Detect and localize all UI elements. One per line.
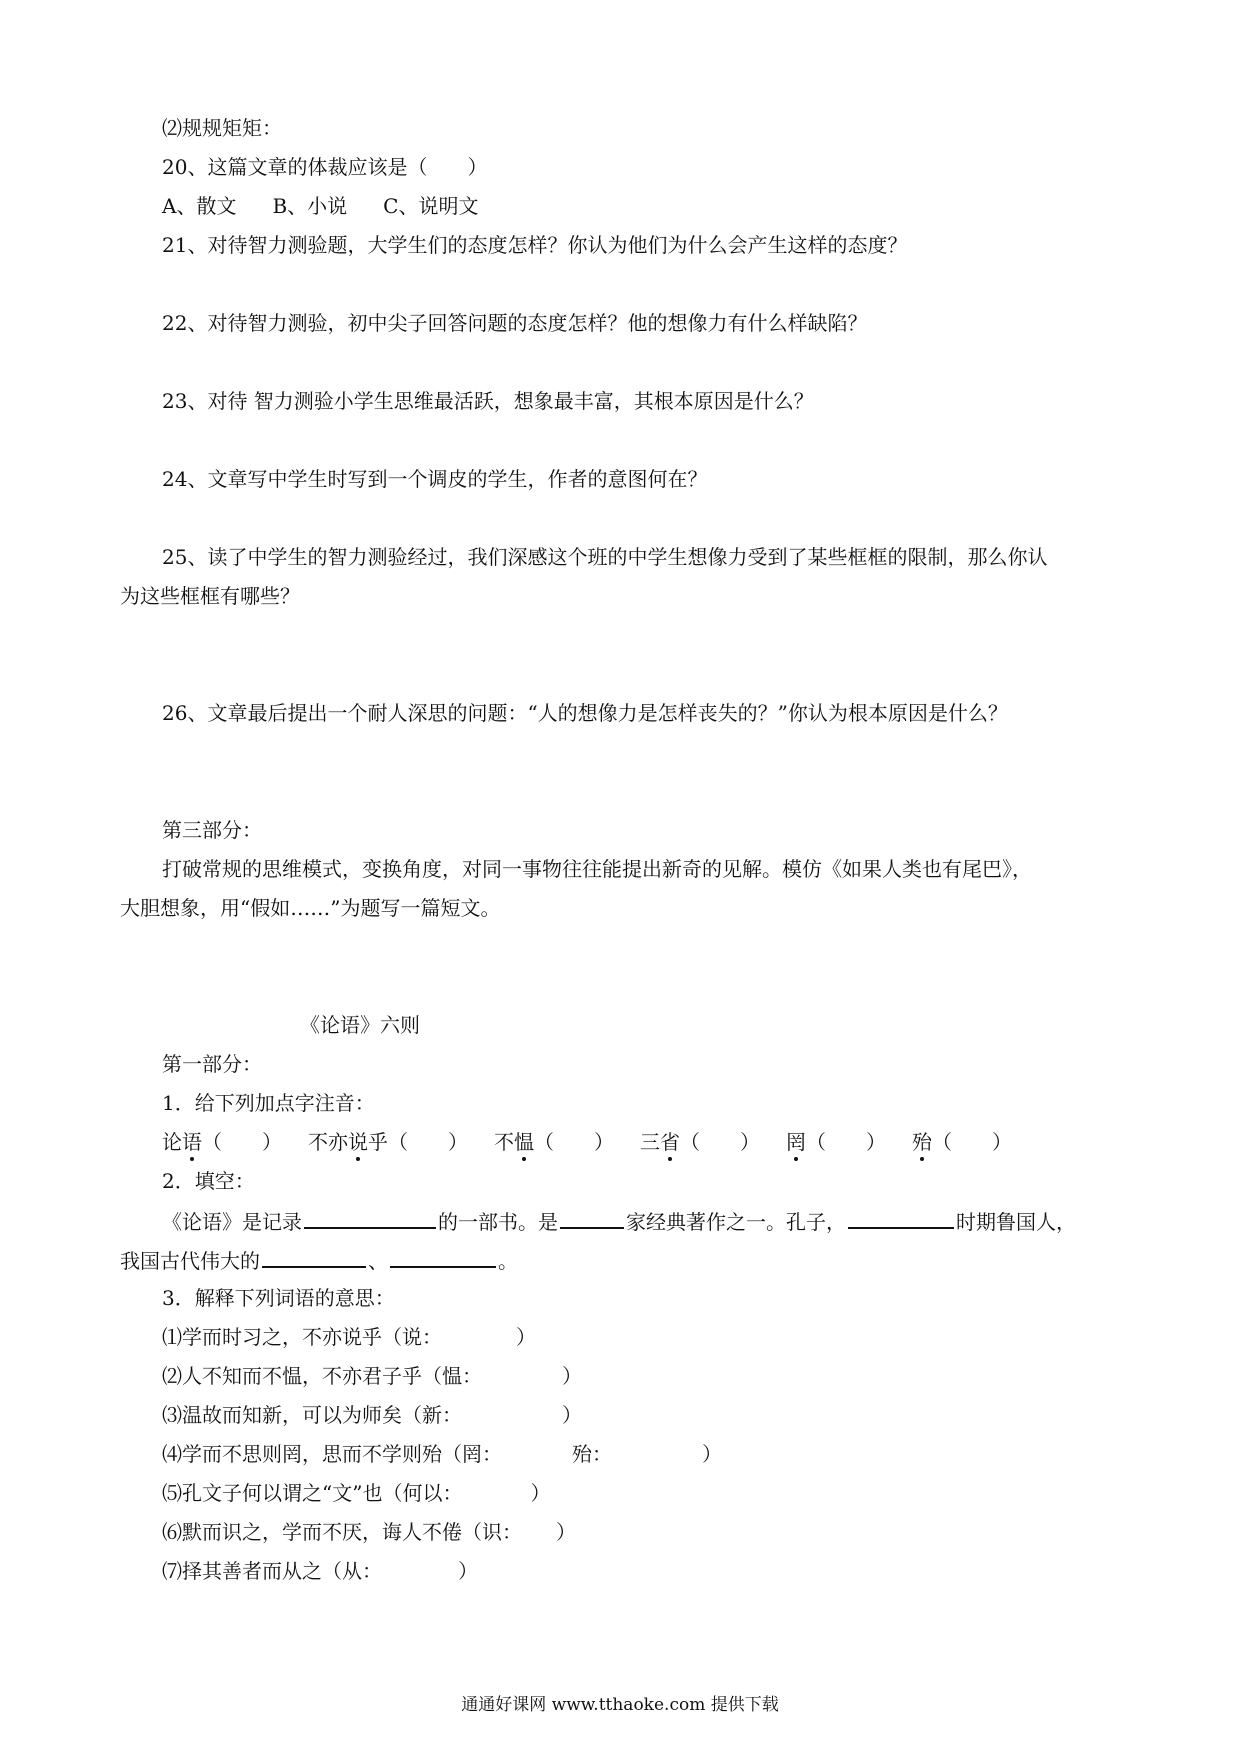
page-footer: 通通好课网 www.tthaoke.com 提供下载 <box>461 1695 779 1715</box>
q2-fill-line-2: 我国古代伟大的 、 。 <box>120 1246 518 1272</box>
part3-heading: 第三部分： <box>162 818 262 842</box>
q3-item-7: ⑺择其善者而从之（从： ） <box>162 1559 478 1583</box>
blank-role-1[interactable] <box>262 1246 366 1268</box>
question-20-options <box>162 193 478 219</box>
q3-item-1: ⑴学而时习之，不亦说乎（说： ） <box>162 1325 536 1349</box>
question-20: 20、这篇文章的体裁应该是（ ） <box>162 155 488 179</box>
part3-line-2: 大胆想象，用“假如……”为题写一篇短文。 <box>120 896 501 920</box>
option-a: A、散文 <box>162 194 237 218</box>
q1-heading: 1．给下列加点字注音： <box>162 1091 375 1115</box>
pinyin-item-2: 不亦说乎（ ） <box>308 1130 468 1154</box>
q1-pinyin-items <box>162 1129 1012 1155</box>
pinyin-item-5: 罔（ ） <box>786 1130 886 1154</box>
pinyin-item-4: 三省（ ） <box>640 1130 760 1154</box>
question-21: 21、对待智力测验题，大学生们的态度怎样？你认为他们为什么会产生这样的态度？ <box>162 233 908 257</box>
question-19-2: ⑵规规矩矩： <box>162 116 282 140</box>
q3-item-5: ⑸孔文子何以谓之“文”也（何以： ） <box>162 1481 551 1505</box>
question-23: 23、对待 智力测验小学生思维最活跃，想象最丰富，其根本原因是什么？ <box>162 389 814 413</box>
q3-item-3: ⑶温故而知新，可以为师矣（新： ） <box>162 1403 582 1427</box>
blank-school[interactable] <box>560 1207 624 1229</box>
q3-item-6: ⑹默而识之，学而不厌，诲人不倦（识： ） <box>162 1520 576 1544</box>
q3-item-4: ⑷学而不思则罔，思而不学则殆（罔： 殆： ） <box>162 1442 722 1466</box>
part1-heading: 第一部分： <box>162 1052 262 1076</box>
question-24: 24、文章写中学生时写到一个调皮的学生，作者的意图何在？ <box>162 467 708 491</box>
blank-role-2[interactable] <box>390 1246 496 1268</box>
section-title: 《论语》六则 <box>300 1013 420 1037</box>
q2-fill-line-1: 《论语》是记录 的一部书。是 家经典著作之一。孔子， 时期鲁国人， <box>162 1207 1076 1233</box>
question-22: 22、对待智力测验，初中尖子回答问题的态度怎样？他的想像力有什么样缺陷？ <box>162 311 868 335</box>
question-25-line-2: 为这些框框有哪些？ <box>120 584 300 608</box>
q2-heading: 2．填空： <box>162 1169 255 1193</box>
blank-record[interactable] <box>304 1207 436 1229</box>
option-b: B、小说 <box>272 194 348 218</box>
question-26: 26、文章最后提出一个耐人深思的问题：“人的想像力是怎样丧失的？”你认为根本原因是什么？ <box>162 701 1008 725</box>
part3-line-1: 打破常规的思维模式，变换角度，对同一事物往往能提出新奇的见解。模仿《如果人类也有尾巴》， <box>162 857 1032 881</box>
q3-heading: 3．解释下列词语的意思： <box>162 1286 395 1310</box>
q3-item-2: ⑵人不知而不愠，不亦君子乎（愠： ） <box>162 1364 582 1388</box>
pinyin-item-6: 殆（ ） <box>912 1130 1012 1154</box>
question-25-line-1: 25、读了中学生的智力测验经过，我们深感这个班的中学生想像力受到了某些框框的限制，那么你认 <box>162 545 1048 569</box>
option-c: C、说明文 <box>383 194 479 218</box>
pinyin-item-3: 不愠（ ） <box>494 1130 614 1154</box>
pinyin-item-1: 论语（ ） <box>162 1130 282 1154</box>
blank-period[interactable] <box>848 1207 954 1229</box>
